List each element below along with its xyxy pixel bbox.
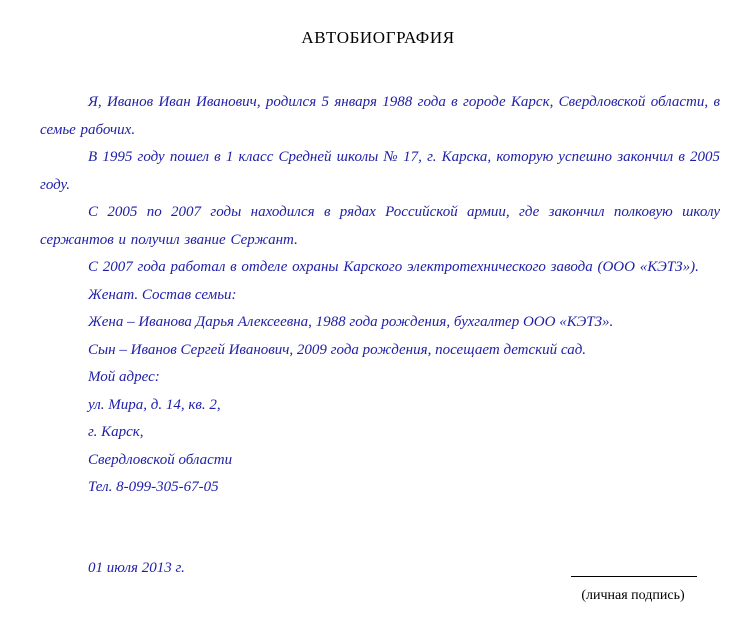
address-region: Свердловской области bbox=[88, 451, 233, 468]
family-heading: Женат. Состав семьи: bbox=[88, 286, 237, 303]
document-date: 01 июля 2013 г. bbox=[88, 560, 185, 576]
paragraph-birth: Я, Иванов Иван Иванович, родился 5 января 1988 года в городе Карск, Свердловской области, в семье рабочих. bbox=[40, 94, 720, 138]
document-body bbox=[40, 89, 720, 502]
signature-line bbox=[571, 576, 697, 577]
address-street: ул. Мира, д. 14, кв. 2, bbox=[88, 396, 221, 413]
document-title: АВТОБИОГРАФИЯ bbox=[301, 28, 455, 47]
address-city: г. Карск, bbox=[88, 424, 144, 440]
family-wife: Жена – Иванова Дарья Алексеевна, 1988 года рождения, бухгалтер ООО «КЭТЗ». bbox=[88, 314, 614, 330]
address-phone: Тел. 8-099-305-67-05 bbox=[88, 479, 219, 495]
signature-caption: (личная подпись) bbox=[581, 588, 685, 603]
address-heading: Мой адрес: bbox=[88, 369, 160, 385]
paragraph-work: С 2007 года работал в отделе охраны Карского электротехнического завода (ООО «КЭТЗ»). bbox=[88, 259, 699, 275]
paragraph-army: С 2005 по 2007 годы находился в рядах Российской армии, где закончил полковую школу сержантов и получил звание Сержант. bbox=[40, 204, 720, 248]
paragraph-school: В 1995 году пошел в 1 класс Средней школы № 17, г. Карска, которую успешно закончил в 2005 году. bbox=[40, 149, 720, 193]
family-son: Сын – Иванов Сергей Иванович, 2009 года рождения, посещает детский сад. bbox=[88, 341, 587, 358]
